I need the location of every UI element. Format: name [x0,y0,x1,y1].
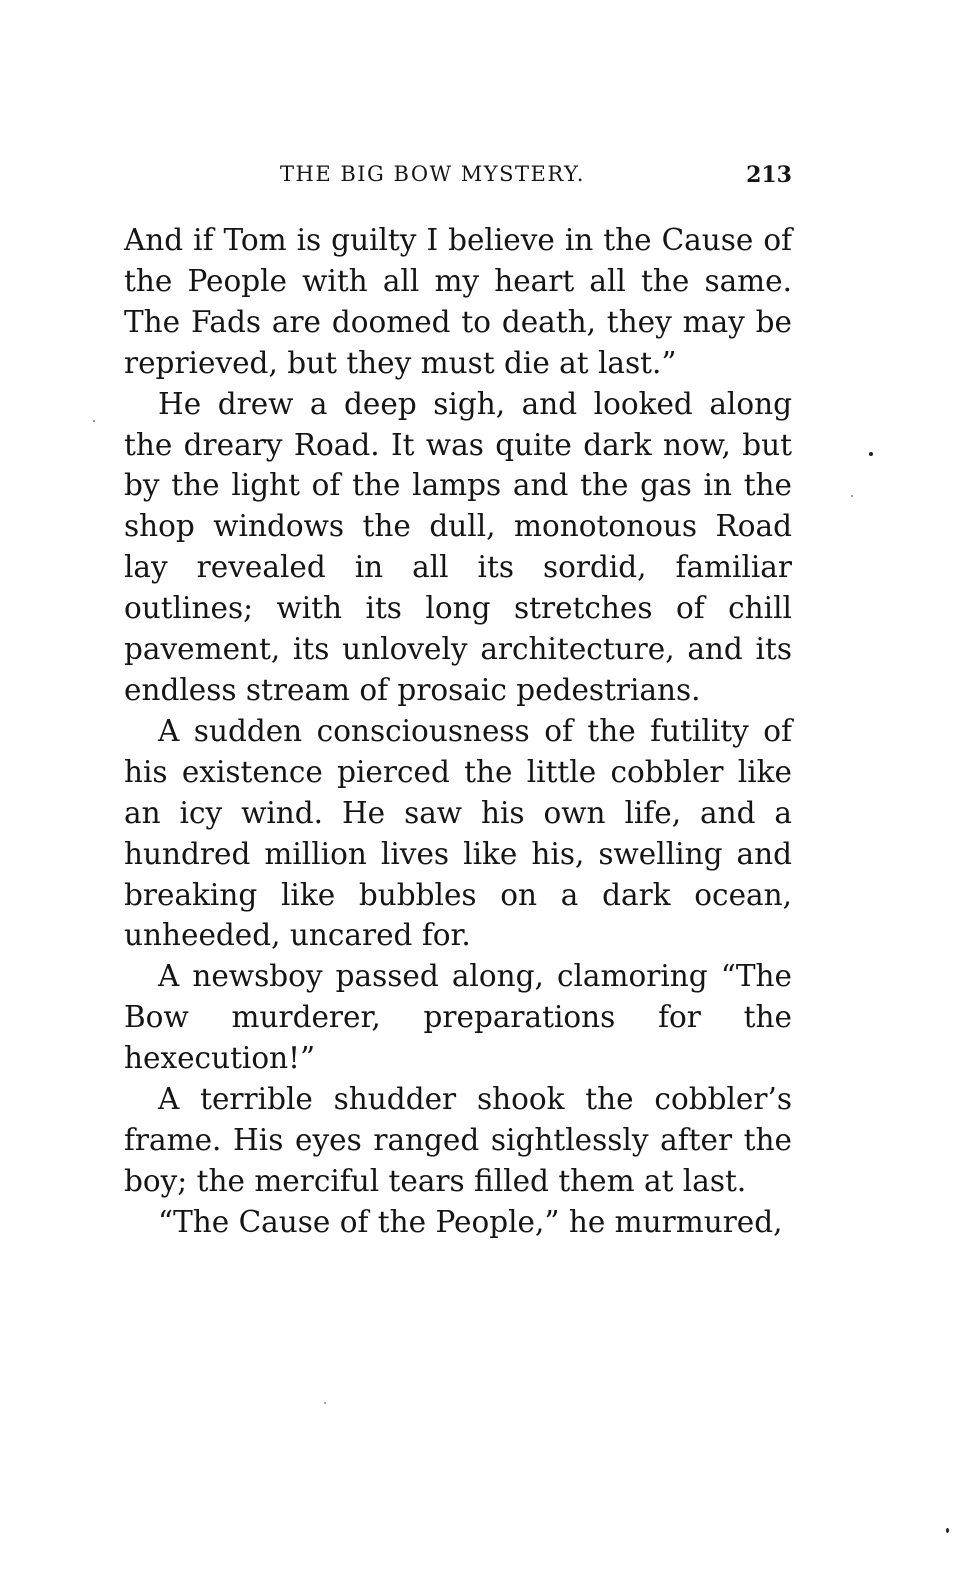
running-title: THE BIG BOW MYSTERY. [280,162,585,186]
paper-speck [946,1528,949,1533]
paragraph: “The Cause of the People,” he murmured, [158,1204,783,1239]
paragraph-continued: And if Tom is guilty I believe in the Cause of the People with all my heart all the same. The Fads are doomed to death, they may be reprieved, but they must die at last.” [124,223,792,380]
text-body [124,220,792,1243]
paragraph: A terrible shudder shook the cobbler’s frame. His eyes ranged sightlessly after the boy; the merciful tears filled them at last. [124,1082,792,1198]
paragraph: A sudden consciousness of the futility of his existence pierced the little cobbler like an icy wind. He saw his own life, and a hundred million lives like his, swelling and breaking like bubbles on a dark ocean, unheeded, uncared for. [124,713,792,953]
paper-speck [869,452,873,456]
paragraph: He drew a deep sigh, and looked along the dreary Road. It was quite dark now, but by the light of the lamps and the gas in the shop windows the dull, monotonous Road lay revealed in all its sordid, familiar outlines; with its long stretches of chill pavement, its unlovely architecture, and its endless stream of prosaic pedestrians. [124,386,792,707]
paper-speck [324,1402,326,1404]
paper-speck [93,420,95,422]
paragraph: A newsboy passed along, clamoring “The Bow murderer, preparations for the hexecution!” [124,959,792,1076]
paper-speck [851,495,853,497]
running-head [124,162,792,192]
page-number: 213 [746,162,792,188]
